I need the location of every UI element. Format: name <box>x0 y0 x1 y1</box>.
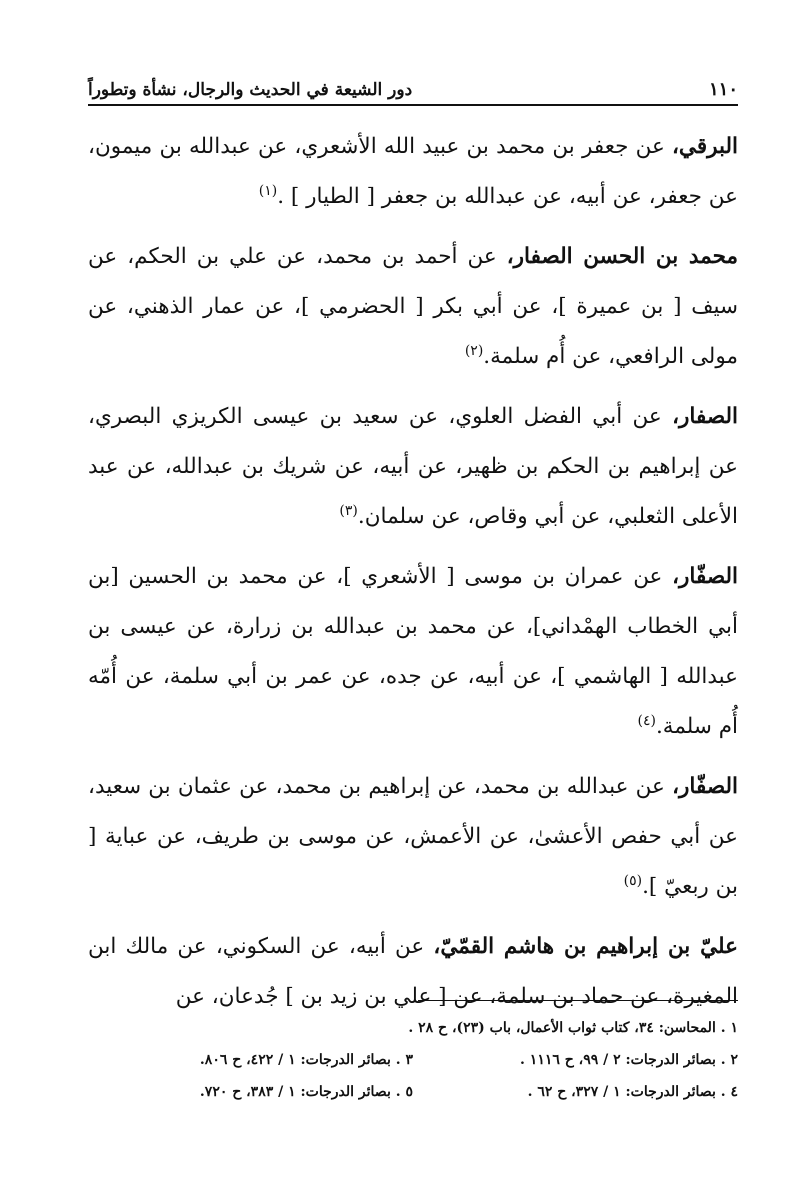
narrator-lead: الصفّار، <box>672 774 738 799</box>
paragraph-5 <box>88 762 738 912</box>
footnote-4: ٤ . بصائر الدرجات: ١ / ٣٢٧، ح ٦٢ . <box>527 1084 738 1100</box>
footnote-divider <box>418 1000 738 1001</box>
narrator-lead: الصفّار، <box>672 564 738 589</box>
chain-text: عن جعفر بن محمد بن عبيد الله الأشعري، عن عبدالله بن ميمون، عن جعفر، عن أبيه، عن عبدالله بن جعفر [ الطيار ] . <box>88 134 738 209</box>
page-header <box>88 60 738 100</box>
chain-text: عن أحمد بن محمد، عن علي بن الحكم، عن سيف [ بن عميرة ]، عن أبي بكر [ الحضرمي ]، عن عمار الذهني، عن مولى الرافعي، عن أُم سلمة. <box>88 244 738 369</box>
footnote-row <box>88 1044 738 1076</box>
chain-text: عن أبي الفضل العلوي، عن سعيد بن عيسى الكريزي البصري، عن إبراهيم بن الحكم بن ظهير، عن أبيه، عن شريك بن عبدالله، عن عبد الأعلى الثعلبي، عن أبي وقاص، عن سلمان. <box>88 404 738 529</box>
paragraph-3 <box>88 392 738 542</box>
footnote-5: ٥ . بصائر الدرجات: ١ / ٣٨٣، ح ٧٢٠. <box>199 1084 413 1100</box>
chain-text: عن أبيه، عن السكوني، عن مالك ابن المغيرة، عن حماد بن سلمة، عن [ علي بن زيد بن ] جُدعان، عن <box>88 934 738 1009</box>
footnote-ref: (٥) <box>623 872 643 889</box>
footnotes <box>88 1012 738 1108</box>
footnote-ref: (٣) <box>339 502 358 519</box>
page-number: ١١٠ <box>708 79 738 100</box>
footnote-3: ٣ . بصائر الدرجات: ١ / ٤٢٢، ح ٨٠٦. <box>199 1052 413 1068</box>
footnote-ref: (١) <box>258 182 278 199</box>
paragraph-1 <box>88 122 738 222</box>
footnote-row <box>88 1076 738 1108</box>
paragraph-4 <box>88 552 738 752</box>
narrator-lead: البرقي، <box>671 134 738 159</box>
footnote-ref: (٢) <box>464 342 484 359</box>
narrator-lead: الصفار، <box>672 404 738 429</box>
footnote-1: ١ . المحاسن: ٣٤، كتاب ثواب الأعمال، باب (٢٣)، ح ٢٨ . <box>408 1020 738 1036</box>
paragraph-6 <box>88 922 738 1022</box>
narrator-lead: عليّ بن إبراهيم بن هاشم القمّيّ، <box>433 934 738 959</box>
footnote-2: ٢ . بصائر الدرجات: ٢ / ٩٩، ح ١١١٦ . <box>520 1052 738 1068</box>
chain-text: عن عمران بن موسى [ الأشعري ]، عن محمد بن الحسين [بن أبي الخطاب الهمْداني]، عن محمد بن عبدالله بن زرارة، عن عيسى بن عبدالله [ الهاشمي ]، عن أبيه، عن جده، عن عمر بن أبي سلمة، عن أُمّه أُم سلمة. <box>88 564 738 739</box>
main-text <box>88 122 738 1032</box>
footnote-ref: (٤) <box>637 712 656 729</box>
header-divider <box>88 104 738 106</box>
footnote-row <box>88 1012 738 1044</box>
paragraph-2 <box>88 232 738 382</box>
narrator-lead: محمد بن الحسن الصفار، <box>506 244 738 269</box>
chain-text: عن عبدالله بن محمد، عن إبراهيم بن محمد، عن عثمان بن سعيد، عن أبي حفص الأعشىٰ، عن الأعمش، عن موسى بن طريف، عن عباية [ بن ربعيّ ]. <box>88 774 738 899</box>
running-title: دور الشيعة في الحديث والرجال، نشأة وتطوراً <box>88 80 413 100</box>
